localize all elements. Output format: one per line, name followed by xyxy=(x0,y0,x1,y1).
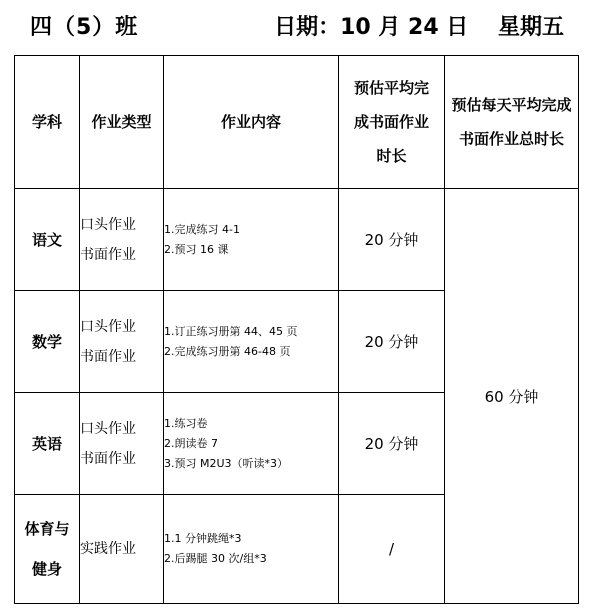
subject-cell xyxy=(15,495,80,604)
subject-label: 语文 xyxy=(31,230,62,249)
content-item: 3.预习 M2U3（听读*3） xyxy=(164,456,289,470)
total-time-cell: 60 分钟 xyxy=(445,189,579,604)
content-item: 2.朗读卷 7 xyxy=(164,436,218,450)
time-cell: 20 分钟 xyxy=(339,189,445,291)
weekday-label: 星期五 xyxy=(497,15,564,40)
type-label: 口头作业 xyxy=(80,420,136,437)
content-item: 1.1 分钟跳绳*3 xyxy=(164,532,242,545)
header-time-line: 预估平均完 xyxy=(353,79,429,97)
type-label: 口头作业 xyxy=(80,318,136,335)
date-label: 日期：10 月 24 日 xyxy=(274,15,469,40)
class-title: 四（5）班 xyxy=(30,15,139,40)
content-item: 2.预习 16 课 xyxy=(164,242,229,256)
content-item: 1.练习卷 xyxy=(164,416,208,430)
header-type: 作业类型 xyxy=(80,56,164,189)
header-time-line: 成书面作业 xyxy=(353,113,429,131)
type-label: 口头作业 xyxy=(80,216,136,233)
type-label: 实践作业 xyxy=(80,541,136,557)
type-cell xyxy=(80,189,164,291)
subject-label: 健身 xyxy=(31,560,62,578)
type-label: 书面作业 xyxy=(80,246,136,263)
table-row-chinese xyxy=(15,189,579,291)
header-total-line: 书面作业总时长 xyxy=(458,130,564,148)
subject-cell xyxy=(15,189,80,291)
content-cell xyxy=(164,393,339,495)
header-subject: 学科 xyxy=(15,56,80,189)
content-item: 2.后踢腿 30 次/组*3 xyxy=(164,552,267,565)
header-time-line: 时长 xyxy=(376,147,407,165)
header-total xyxy=(445,56,579,189)
content-item: 1.完成练习 4-1 xyxy=(164,222,240,236)
type-cell xyxy=(80,495,164,604)
content-cell xyxy=(164,291,339,393)
time-cell: 20 分钟 xyxy=(339,291,445,393)
date-info xyxy=(274,10,564,41)
content-cell xyxy=(164,495,339,604)
content-item: 1.订正练习册第 44、45 页 xyxy=(164,324,298,338)
subject-cell xyxy=(15,393,80,495)
type-label: 书面作业 xyxy=(80,450,136,467)
page-header xyxy=(0,8,594,42)
type-label: 书面作业 xyxy=(80,348,136,365)
header-time xyxy=(339,56,445,189)
content-cell xyxy=(164,189,339,291)
subject-label: 体育与 xyxy=(24,520,70,538)
header-total-line: 预估每天平均完成 xyxy=(451,96,572,114)
homework-table xyxy=(14,55,579,604)
type-cell xyxy=(80,291,164,393)
time-cell: / xyxy=(339,495,445,604)
content-item: 2.完成练习册第 46-48 页 xyxy=(164,344,291,358)
subject-label: 数学 xyxy=(31,332,62,351)
header-content: 作业内容 xyxy=(164,56,339,189)
type-cell xyxy=(80,393,164,495)
time-cell: 20 分钟 xyxy=(339,393,445,495)
table-header-row xyxy=(15,56,579,189)
subject-label: 英语 xyxy=(31,434,62,453)
subject-cell xyxy=(15,291,80,393)
